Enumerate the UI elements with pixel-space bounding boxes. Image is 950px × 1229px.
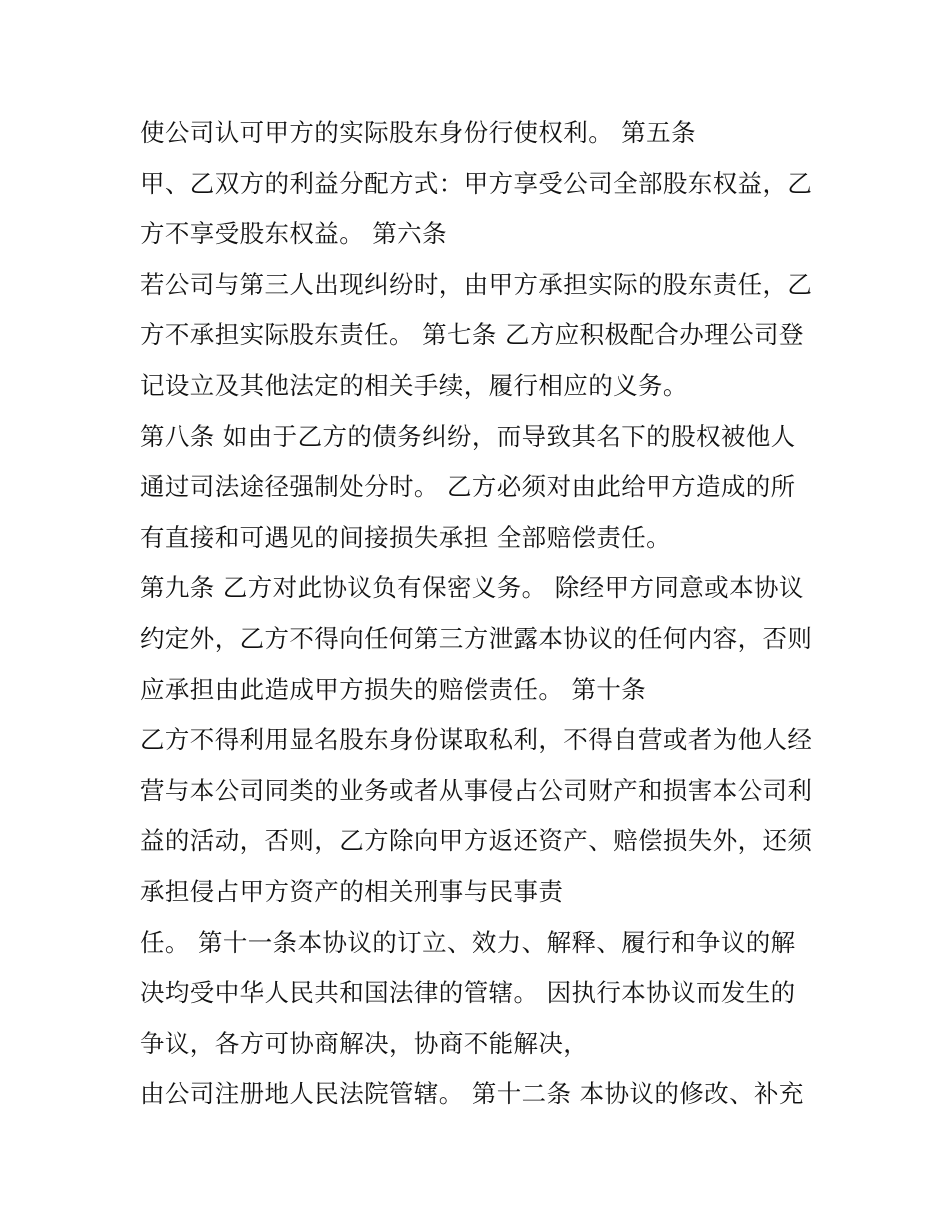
text-line: 营与本公司同类的业务或者从事侵占公司财产和损害本公司利 — [140, 775, 813, 805]
agreement-body-text — [140, 108, 830, 1120]
text-line: 决均受中华人民共和国法律的管辖。 因执行本协议而发生的 — [140, 978, 796, 1008]
text-line: 有直接和可遇见的间接损失承担 全部赔偿责任。 — [140, 522, 672, 552]
text-line: 若公司与第三人出现纠纷时，由甲方承担实际的股东责任，乙 — [140, 269, 813, 299]
text-line: 使公司认可甲方的实际股东身份行使权利。 第五条 — [140, 118, 696, 147]
text-line: 益的活动，否则，乙方除向甲方返还资产、赔偿损失外，还须 — [140, 826, 813, 856]
text-line: 约定外，乙方不得向任何第三方泄露本协议的任何内容，否则 — [140, 623, 813, 653]
text-line: 方不享受股东权益。 第六条 — [140, 219, 447, 249]
text-line: 由公司注册地人民法院管辖。 第十二条 本协议的修改、补充 — [140, 1079, 804, 1109]
text-line: 记设立及其他法定的相关手续，履行相应的义务。 — [140, 370, 688, 400]
text-line: 乙方不得利用显名股东身份谋取私利，不得自营或者为他人经 — [140, 725, 813, 755]
text-line: 任。 第十一条本协议的订立、效力、解释、履行和争议的解 — [140, 927, 796, 957]
text-line: 承担侵占甲方资产的相关刑事与民事责 — [140, 876, 564, 906]
text-line: 应承担由此造成甲方损失的赔偿责任。 第十条 — [140, 674, 647, 704]
text-line: 通过司法途径强制处分时。 乙方必须对由此给甲方造成的所 — [140, 472, 796, 502]
text-line: 第八条 如由于乙方的债务纠纷，而导致其名下的股权被他人 — [140, 421, 796, 451]
text-line: 方不承担实际股东责任。 第七条 乙方应积极配合办理公司登 — [140, 320, 804, 350]
text-line: 第九条 乙方对此协议负有保密义务。 除经甲方同意或本协议 — [140, 573, 804, 603]
text-line: 甲、乙双方的利益分配方式：甲方享受公司全部股东权益，乙 — [140, 168, 813, 198]
text-line: 争议，各方可协商解决，协商不能解决， — [140, 1028, 589, 1058]
